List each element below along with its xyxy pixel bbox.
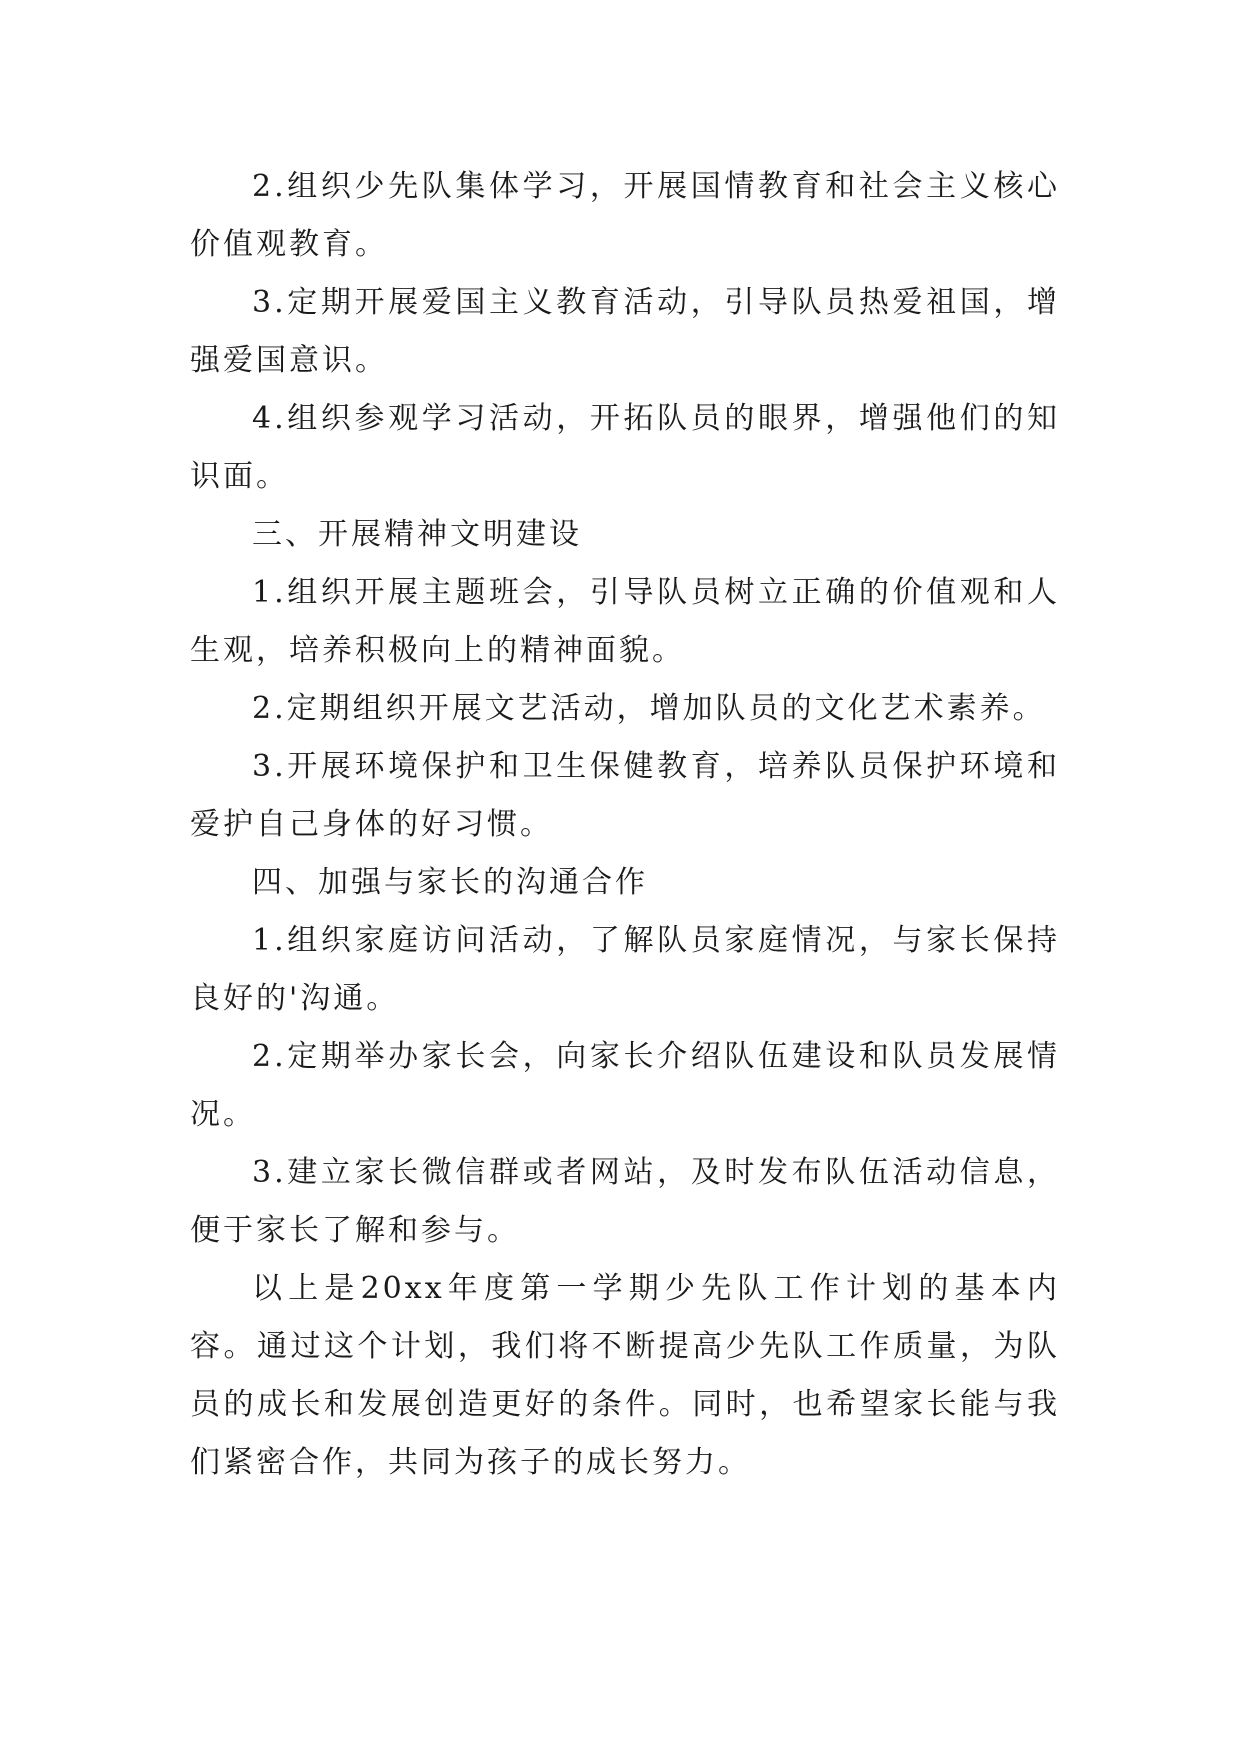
document-body xyxy=(190,158,1060,1492)
paragraph-item-3: 3.开展环境保护和卫生保健教育，培养队员保护环境和爱护自己身体的好习惯。 xyxy=(190,749,1060,842)
paragraph-item-4: 4.组织参观学习活动，开拓队员的眼界，增强他们的知识面。 xyxy=(190,401,1060,494)
section-heading-3: 三、开展精神文明建设 xyxy=(252,517,582,552)
closing-paragraph: 以上是20xx年度第一学期少先队工作计划的基本内容。通过这个计划，我们将不断提高少先队工作质量，为队员的成长和发展创造更好的条件。同时，也希望家长能与我们紧密合作，共同为孩子的成长努力。 xyxy=(190,1271,1060,1480)
paragraph-item-1: 1.组织家庭访问活动，了解队员家庭情况，与家长保持良好的'沟通。 xyxy=(190,923,1060,1016)
paragraph-item-3: 3.定期开展爱国主义教育活动，引导队员热爱祖国，增强爱国意识。 xyxy=(190,285,1060,378)
paragraph-item-3: 3.建立家长微信群或者网站，及时发布队伍活动信息，便于家长了解和参与。 xyxy=(190,1155,1060,1248)
section-heading-4: 四、加强与家长的沟通合作 xyxy=(252,865,648,900)
paragraph-item-1: 1.组织开展主题班会，引导队员树立正确的价值观和人生观，培养积极向上的精神面貌。 xyxy=(190,575,1060,668)
paragraph-item-2: 2.定期组织开展文艺活动，增加队员的文化艺术素养。 xyxy=(252,691,1046,726)
paragraph-item-2: 2.定期举办家长会，向家长介绍队伍建设和队员发展情况。 xyxy=(190,1039,1060,1132)
paragraph-item-2: 2.组织少先队集体学习，开展国情教育和社会主义核心价值观教育。 xyxy=(190,169,1060,262)
